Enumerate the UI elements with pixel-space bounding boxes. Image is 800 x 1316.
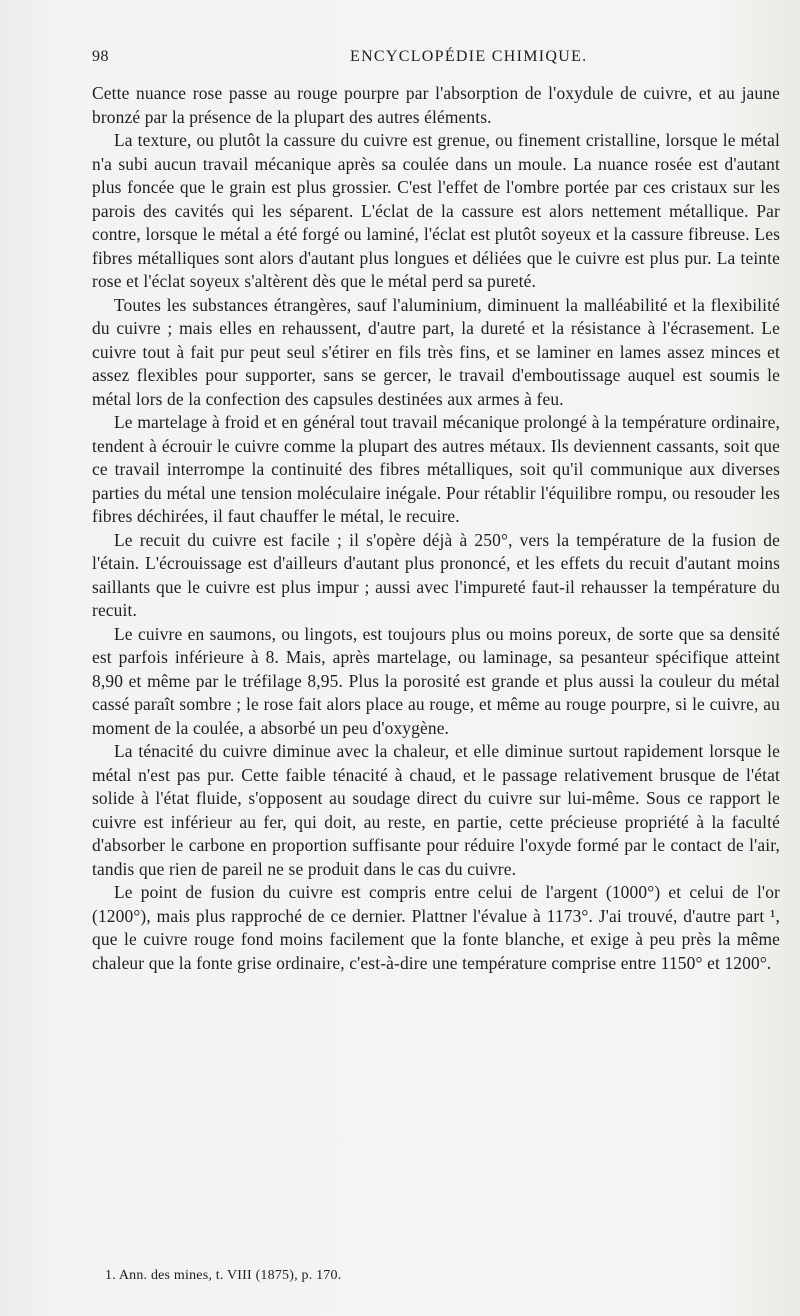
paragraph-6: Le cuivre en saumons, ou lingots, est toujours plus ou moins poreux, de sorte que sa densité est parfois inférieure à 8. Mais, après martelage, ou laminage, sa pesanteur spécifique atteint 8,90 et même par le tréfilage 8,95. Plus la porosité est grande et plus aussi la couleur du métal cassé paraît sombre ; le rose fait alors place au rouge, et même au rouge pourpre, si le cuivre, au moment de la coulée, a absorbé un peu d'oxygène. <box>92 623 780 738</box>
paragraph-2: La texture, ou plutôt la cassure du cuivre est grenue, ou finement cristalline, lorsque le métal n'a subi aucun travail mécanique après sa coulée dans un moule. La nuance rosée est d'autant plus foncée que le grain est plus grossier. C'est l'effet de l'ombre portée par ces cristaux sur les parois des cavités qui les séparent. L'éclat de la cassure est alors nettement métallique. Par contre, lorsque le métal a été forgé ou laminé, l'éclat est plutôt soyeux et la cassure fibreuse. Les fibres métalliques sont alors d'autant plus longues et déliées que le cuivre est plus pur. La teinte rose et l'éclat soyeux s'altèrent dès que le métal perd sa pureté. <box>92 130 780 291</box>
body-text <box>92 82 780 975</box>
page-number: 98 <box>92 48 109 65</box>
paragraph-8: Le point de fusion du cuivre est compris entre celui de l'argent (1000°) et celui de l'or (1200°), mais plus rapproché de ce dernier. Plattner l'évalue à 1173°. J'ai trouvé, d'autre part ¹, que le cuivre rouge fond moins facilement que la fonte blanche, et exige à peu près la même chaleur que la fonte grise ordinaire, c'est-à-dire une température comprise entre 1150° et 1200°. <box>92 882 780 973</box>
footnote: 1. Ann. des mines, t. VIII (1875), p. 170. <box>105 1268 342 1283</box>
paragraph-7: La ténacité du cuivre diminue avec la chaleur, et elle diminue surtout rapidement lorsque le métal n'est pas pur. Cette faible ténacité à chaud, et le passage relativement brusque de l'état solide à l'état fluide, s'opposent au soudage direct du cuivre sur lui-même. Sous ce rapport le cuivre est inférieur au fer, qui doit, au reste, en partie, cette précieuse propriété à la faculté d'absorber le carbone en proportion suffisante pour réduire l'oxyde formé par le contact de l'air, tandis que rien de pareil ne se produit dans le cas du cuivre. <box>92 741 780 879</box>
paragraph-5: Le recuit du cuivre est facile ; il s'opère déjà à 250°, vers la température de la fusion de l'étain. L'écrouissage est d'ailleurs d'autant plus prononcé, et les effets du recuit d'autant moins saillants que le cuivre est plus impur ; aussi avec l'impureté faut-il rehausser la température du recuit. <box>92 529 780 620</box>
paragraph-3: Toutes les substances étrangères, sauf l'aluminium, diminuent la malléabilité et la flexibilité du cuivre ; mais elles en rehaussent, d'autre part, la dureté et la résistance à l'écrasement. Le cuivre tout à fait pur peut seul s'étirer en fils très fins, et se laminer en lames assez minces et assez flexibles pour supporter, sans se gercer, le travail d'emboutissage auquel est soumis le métal lors de la confection des capsules destinées aux armes à feu. <box>92 294 780 409</box>
paragraph-4: Le martelage à froid et en général tout travail mécanique prolongé à la température ordinaire, tendent à écrouir le cuivre comme la plupart des autres métaux. Ils deviennent cassants, soit que ce travail interrompe la continuité des fibres métalliques, soit qu'il communique aux diverses parties du métal une tension moléculaire inégale. Pour rétablir l'équilibre rompu, ou resouder les fibres déchirées, il faut chauffer le métal, le recuire. <box>92 412 780 526</box>
page-header <box>92 48 782 72</box>
paragraph-1: Cette nuance rose passe au rouge pourpre par l'absorption de l'oxydule de cuivre, et au jaune bronzé par la présence de la plupart des autres éléments. <box>92 83 780 127</box>
running-title: ENCYCLOPÉDIE CHIMIQUE. <box>350 48 588 65</box>
